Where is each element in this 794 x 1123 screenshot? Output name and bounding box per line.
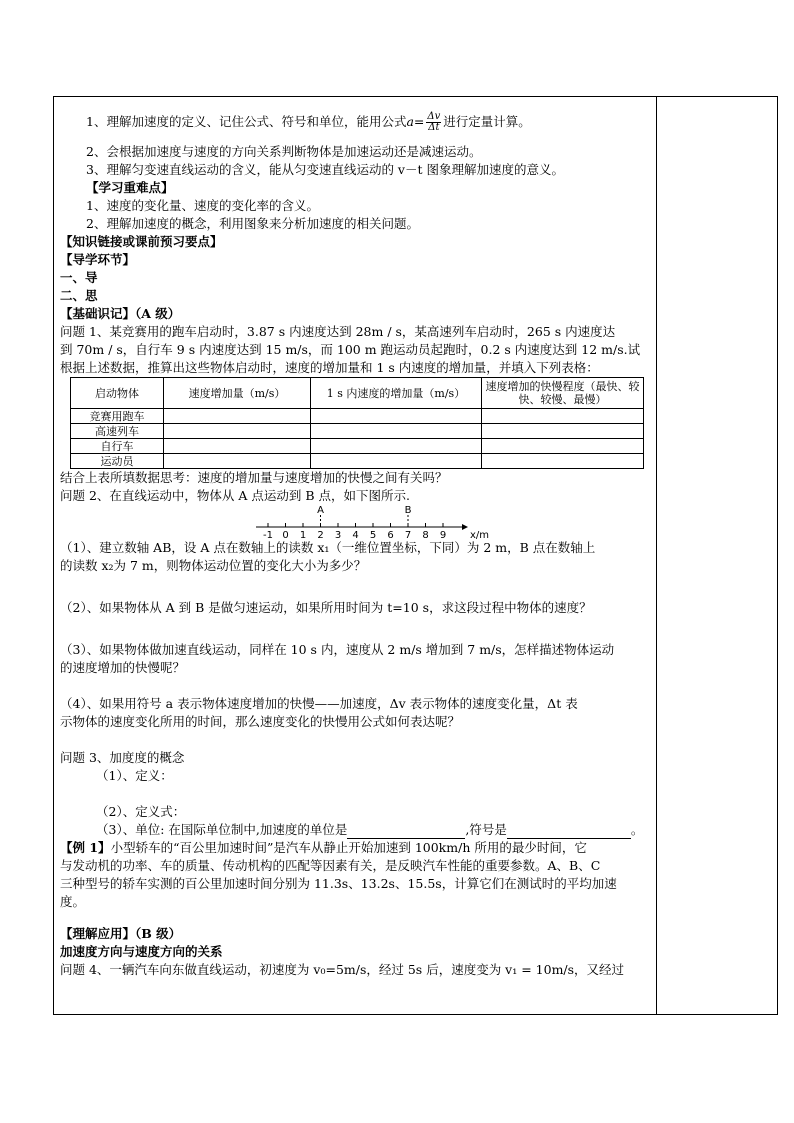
axis-tick-label: 5 <box>369 530 377 539</box>
point-a-label: A <box>317 505 324 516</box>
speed-table <box>70 377 644 469</box>
number-line-svg <box>60 505 652 539</box>
example-1-line-1: 【例 1】小型轿车的“百公里加速时间”是汽车从静止开始加速到 100km/h 所用的最少时间，它 <box>60 840 587 855</box>
example-1-line-3: 三种型号的轿车实测的百公里加速时间分别为 11.3s、13.2s、15.5s，计算它们在测试时的平均加速 <box>60 876 617 891</box>
example-1-line-4: 度。 <box>60 894 86 909</box>
question-1-line-1: 问题 1、某竞赛用的跑车启动时，3.87 s 内速度达到 28m / s，某高速列车启动时，265 s 内速度达 <box>60 324 616 339</box>
q2-step-3-line-1: （3）、如果物体做加速直线运动，同样在 10 s 内，速度从 2 m/s 增加到 7 m/s，怎样描述物体运动 <box>60 642 615 657</box>
axis-arrow <box>462 524 468 530</box>
key-point-2: 2、理解加速度的概念，利用图象来分析加速度的相关问题。 <box>86 216 419 231</box>
goal-1: 1、理解加速度的定义、记住公式、符号和单位，能用公式a= $\frac{\Delta v}{\Delta t}$ 进行定量计算。 <box>86 111 531 133</box>
question-4: 问题 4、一辆汽车向东做直线运动，初速度为 v₀=5m/s，经过 5s 后，速度变为 v₁ = 10m/s，又经过 <box>60 962 625 977</box>
question-2-intro: 问题 2、在直线运动中，物体从 A 点运动到 B 点，如下图所示. <box>60 488 411 503</box>
axis-tick-label: 8 <box>422 530 429 539</box>
definition: （1）、定义： <box>96 768 173 783</box>
table-row: 自行车 <box>71 439 644 454</box>
table-header-cell: 速度增加的快慢程度（最快、较快、较慢、最慢） <box>482 378 644 409</box>
axis-tick-label: 7 <box>404 530 412 539</box>
key-point-1: 1、速度的变化量、速度的变化率的含义。 <box>86 198 319 213</box>
table-header-cell: 速度增加量（m/s） <box>164 378 311 409</box>
q2-step-4-line-2: 示物体的速度变化所用的时间，那么速度变化的快慢用公式如何表达呢？ <box>60 714 461 729</box>
axis-tick-label: 1 <box>299 530 307 539</box>
goal-2: 2、会根据加速度与速度的方向关系判断物体是加速运动还是减速运动。 <box>86 144 482 159</box>
axis-tick-label: 4 <box>352 530 359 539</box>
axis-tick-label: 2 <box>317 530 324 539</box>
table-header-row <box>71 378 644 409</box>
table-row: 运动员 <box>71 454 644 469</box>
number-line <box>60 505 652 539</box>
axis-tick-label: 0 <box>282 530 289 539</box>
side-column-divider <box>656 96 657 1015</box>
axis-tick-label: 9 <box>439 530 447 539</box>
guide-heading: 【导学环节】 <box>60 252 136 267</box>
key-points-heading: 【学习重难点】 <box>86 180 174 195</box>
q2-step-2: （2）、如果物体从 A 到 B 是做匀速运动，如果所用时间为 t=10 s，求这段过程中物体的速度？ <box>60 600 592 615</box>
question-1-line-3: 根据上述数据，推算出这些物体启动时，速度的增加量和 1 s 内速度的增加量，并填入下列表格： <box>60 360 599 375</box>
apply-heading: 【理解应用】（B 级） <box>60 926 182 941</box>
worksheet-content <box>60 112 652 979</box>
section-two: 二、思 <box>60 288 98 303</box>
q2-step-4-line-1: （4）、如果用符号 a 表示物体速度增加的快慢——加速度，Δv 表示物体的速度变化量，Δt 表 <box>60 696 578 711</box>
axis-tick-label: -1 <box>263 530 273 539</box>
basic-heading: 【基础识记】（A 级） <box>60 306 181 321</box>
apply-subheading: 加速度方向与速度方向的关系 <box>60 944 223 959</box>
axis-unit: x/m <box>470 530 490 539</box>
section-one: 一、导 <box>60 270 98 285</box>
unit-blank[interactable] <box>347 825 465 839</box>
table-header-cell: 启动物体 <box>71 378 164 409</box>
table-header-cell: 1 s 内速度的增加量（m/s） <box>311 378 482 409</box>
table-row: 竞赛用跑车 <box>71 409 644 424</box>
q2-step-3-line-2: 的速度增加的快慢呢？ <box>60 660 186 675</box>
knowledge-link-heading: 【知识链接或课前预习要点】 <box>60 234 223 249</box>
acceleration-formula: $\frac{\Delta v}{\Delta t}$ <box>427 111 441 133</box>
q2-step-1-line-2: 的读数 x₂为 7 m，则物体运动位置的变化大小为多少？ <box>60 558 367 573</box>
point-b-label: B <box>404 505 412 516</box>
axis-tick-label: 6 <box>387 530 394 539</box>
table-row: 高速列车 <box>71 424 644 439</box>
question-1-line-2: 到 70m / s，自行车 9 s 内速度达到 15 m/s，而 100 m 跑运动员起跑时，0.2 s 内速度达到 12 m/s.试 <box>60 342 641 357</box>
unit-line: （3）、单位: 在国际单位制中,加速度的单位是 ,符号是 。 <box>96 822 644 837</box>
axis-tick-label: 3 <box>334 530 342 539</box>
example-1-line-2: 与发动机的功率、车的质量、传动机构的匹配等因素有关，是反映汽车性能的重要参数。A、B、C <box>60 858 601 873</box>
after-table-question: 结合上表所填数据思考：速度的增加量与速度增加的快慢之间有关吗？ <box>60 470 448 485</box>
q2-step-1-line-1: （1）、建立数轴 AB，设 A 点在数轴上的读数 x₁（一维位置坐标，下同）为 2 m，B 点在数轴上 <box>60 540 596 555</box>
symbol-blank[interactable] <box>507 825 631 839</box>
question-3-title: 问题 3、加度度的概念 <box>60 750 185 765</box>
goal-3: 3、理解匀变速直线运动的含义，能从匀变速直线运动的 v－t 图象理解加速度的意义。 <box>86 162 564 177</box>
definition-formula: （2）、定义式： <box>96 804 186 819</box>
